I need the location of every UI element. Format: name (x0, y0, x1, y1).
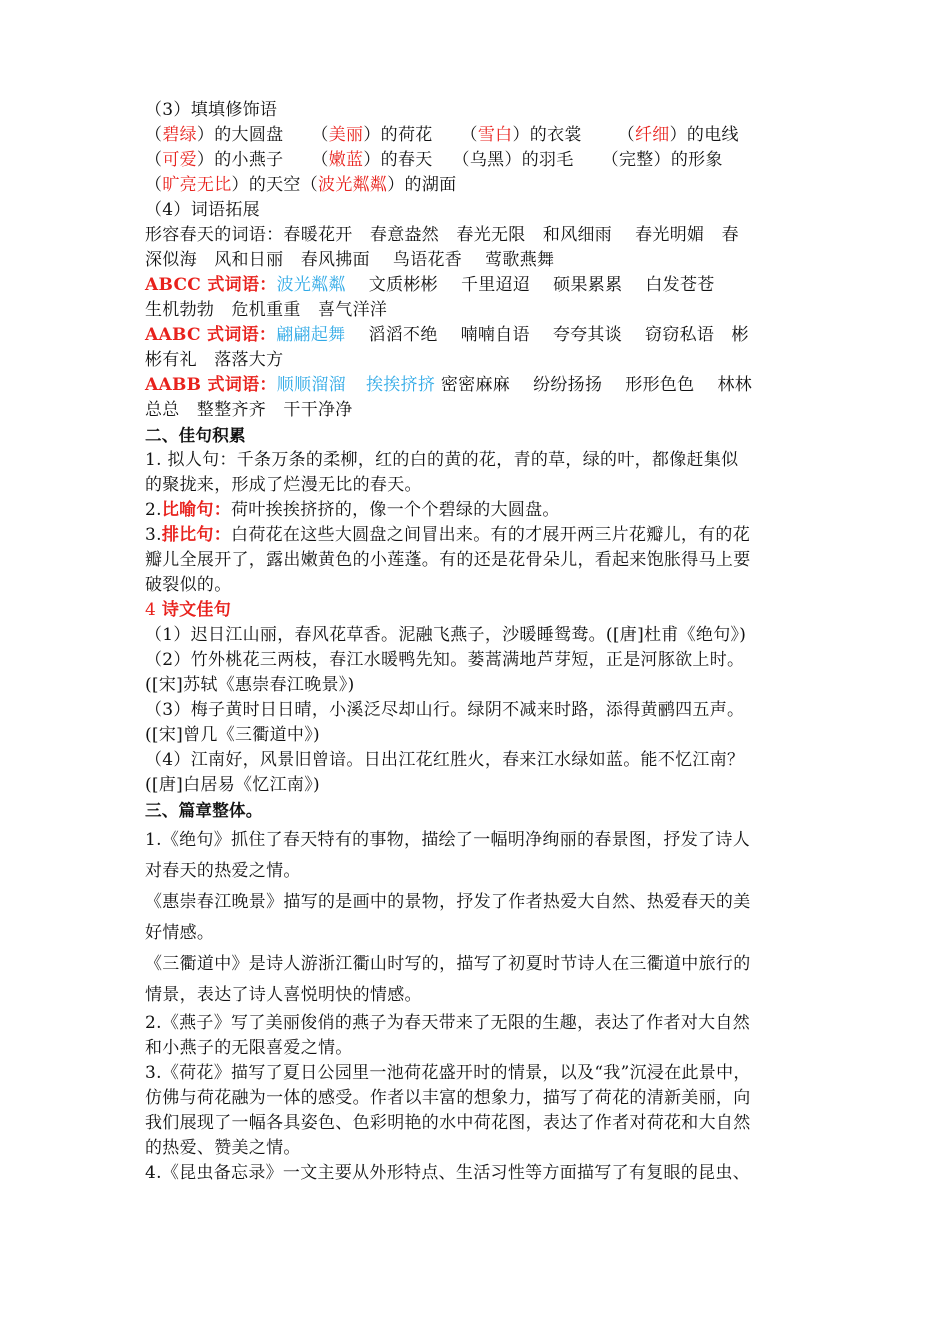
overall-3-line-4: 的热爱、赞美之情。 (145, 1138, 301, 1158)
fill-row-2: （可爱）的小燕子 （嫩蓝）的春天 （乌黑）的羽毛 （完整）的形象 (145, 150, 723, 170)
abcc-line-1: ABCC 式词语：波光粼粼 文质彬彬 千里迢迢 硕果累累 白发苍苍 (145, 275, 715, 295)
overall-2-line-2: 和小燕子的无限喜爱之情。 (145, 1038, 353, 1058)
aabc-line-2: 彬有礼 落落大方 (145, 350, 284, 370)
abcc-highlight: 波光粼粼 (276, 275, 346, 295)
poem-3-source: ([宋]曾几《三衢道中》) (145, 725, 320, 745)
answer-red: 嫩蓝 (328, 150, 364, 170)
answer-red: 纤细 (634, 125, 670, 145)
overall-1c-line-2: 情景，表达了诗人喜悦明快的情感。 (145, 985, 422, 1005)
expand-heading: （4）词语拓展 (145, 200, 260, 220)
overall-1b-line-1: 《惠崇春江晚景》描写的是画中的景物，抒发了作者热爱大自然、热爱春天的美 (145, 892, 751, 912)
overall-1b-line-2: 好情感。 (145, 923, 215, 943)
spring-words-line-2: 深似海 风和日丽 春风拂面 鸟语花香 莺歌燕舞 (145, 250, 555, 270)
overall-1c-line-1: 《三衢道中》是诗人游浙江衢山时写的，描写了初夏时节诗人在三衢道中旅行的 (145, 954, 751, 974)
abcc-label: ABCC 式词语： (145, 275, 277, 295)
answer-red: 可爱 (162, 150, 197, 170)
poem-2: （2）竹外桃花三两枝，春江水暖鸭先知。蒌蒿满地芦芽短，正是河豚欲上时。 (145, 650, 745, 670)
answer-red: 美丽 (328, 125, 364, 145)
section-heading-sentences: 二、佳句积累 (145, 426, 246, 445)
sentence-1-line-2: 的聚拢来，形成了烂漫无比的春天。 (145, 475, 422, 495)
poem-1: （1）迟日江山丽，春风花草香。泥融飞燕子，沙暖睡鸳鸯。([唐]杜甫《绝句》) (145, 625, 747, 645)
poem-2-source: ([宋]苏轼《惠崇春江晚景》) (145, 675, 355, 695)
aabc-line-1: AABC 式词语：翩翩起舞 滔滔不绝 喃喃自语 夸夸其谈 窃窃私语 彬 (145, 325, 749, 345)
poem-label: 诗文佳句 (161, 600, 232, 620)
overall-1-line-1: 1.《绝句》抓住了春天特有的事物，描绘了一幅明净绚丽的春景图，抒发了诗人 (145, 830, 751, 850)
sentence-3-line-3: 破裂似的。 (145, 575, 232, 595)
overall-2-line-1: 2.《燕子》写了美丽俊俏的燕子为春天带来了无限的生趣，表达了作者对大自然 (145, 1013, 751, 1033)
fill-row-3: （旷亮无比）的天空（波光粼粼）的湖面 (145, 175, 457, 195)
overall-4-line-1: 4.《昆虫备忘录》一文主要从外形特点、生活习性等方面描写了有复眼的昆虫、 (145, 1163, 751, 1183)
sentence-1-line-1: 1. 拟人句：千条万条的柔柳，红的白的黄的花，青的草，绿的叶，都像赶集似 (145, 450, 739, 470)
poem-heading: 4 诗文佳句 (145, 600, 232, 620)
poem-4-source: ([唐]白居易《忆江南》) (145, 775, 320, 795)
poem-3: （3）梅子黄时日日晴，小溪泛尽却山行。绿阴不减来时路，添得黄鹂四五声。 (145, 700, 745, 720)
fill-heading: （3）填填修饰语 (145, 100, 278, 120)
abcc-line-2: 生机勃勃 危机重重 喜气洋洋 (145, 300, 388, 320)
fill-row-1: （碧绿）的大圆盘 （美丽）的荷花 （雪白）的衣裳 （纤细）的电线 (145, 125, 739, 145)
aabc-label: AABC 式词语： (145, 325, 277, 345)
overall-3-line-3: 我们展现了一幅各具姿色、色彩明艳的水中荷花图，表达了作者对荷花和大自然 (145, 1113, 751, 1133)
overall-1-line-2: 对春天的热爱之情。 (145, 861, 301, 881)
aabb-label: AABB 式词语： (145, 375, 277, 395)
sentence-3-line-2: 瓣儿全展开了，露出嫩黄色的小莲蓬。有的还是花骨朵儿，看起来饱胀得马上要 (145, 550, 751, 570)
aabb-highlight: 顺顺溜溜 (276, 375, 346, 395)
sentence-3-line-1: 3.排比句：白荷花在这些大圆盘之间冒出来。有的才展开两三片花瓣儿，有的花 (145, 525, 751, 545)
section-heading-overall: 三、篇章整体。 (145, 801, 263, 820)
answer-red: 旷亮无比 (162, 175, 232, 195)
answer-red: 波光粼粼 (318, 175, 388, 195)
overall-3-line-2: 仿佛与荷花融为一体的感受。作者以丰富的想象力，描写了荷花的清新美丽，向 (145, 1088, 751, 1108)
aabb-line-2: 总总 整整齐齐 干干净净 (145, 400, 353, 420)
answer-red: 雪白 (477, 125, 513, 145)
aabc-highlight: 翩翩起舞 (276, 325, 346, 345)
overall-3-line-1: 3.《荷花》描写了夏日公园里一池荷花盛开时的情景，以及“我”沉浸在此景中， (145, 1063, 751, 1083)
aabb-highlight: 挨挨挤挤 (365, 375, 436, 395)
simile-label: 比喻句： (161, 500, 232, 520)
aabb-line-1: AABB 式词语：顺顺溜溜 挨挨挤挤 密密麻麻 纷纷扬扬 形形色色 林林 (145, 375, 753, 395)
spring-words-line-1: 形容春天的词语：春暖花开 春意盎然 春光无限 和风细雨 春光明媚 春 (145, 225, 739, 245)
parallelism-label: 排比句： (161, 525, 232, 545)
answer-red: 碧绿 (162, 125, 197, 145)
poem-4: （4）江南好，风景旧曾谙。日出江花红胜火，春来江水绿如蓝。能不忆江南？ (145, 750, 745, 770)
sentence-2: 2.比喻句：荷叶挨挨挤挤的，像一个个碧绿的大圆盘。 (145, 500, 560, 520)
document-page (145, 98, 815, 1186)
